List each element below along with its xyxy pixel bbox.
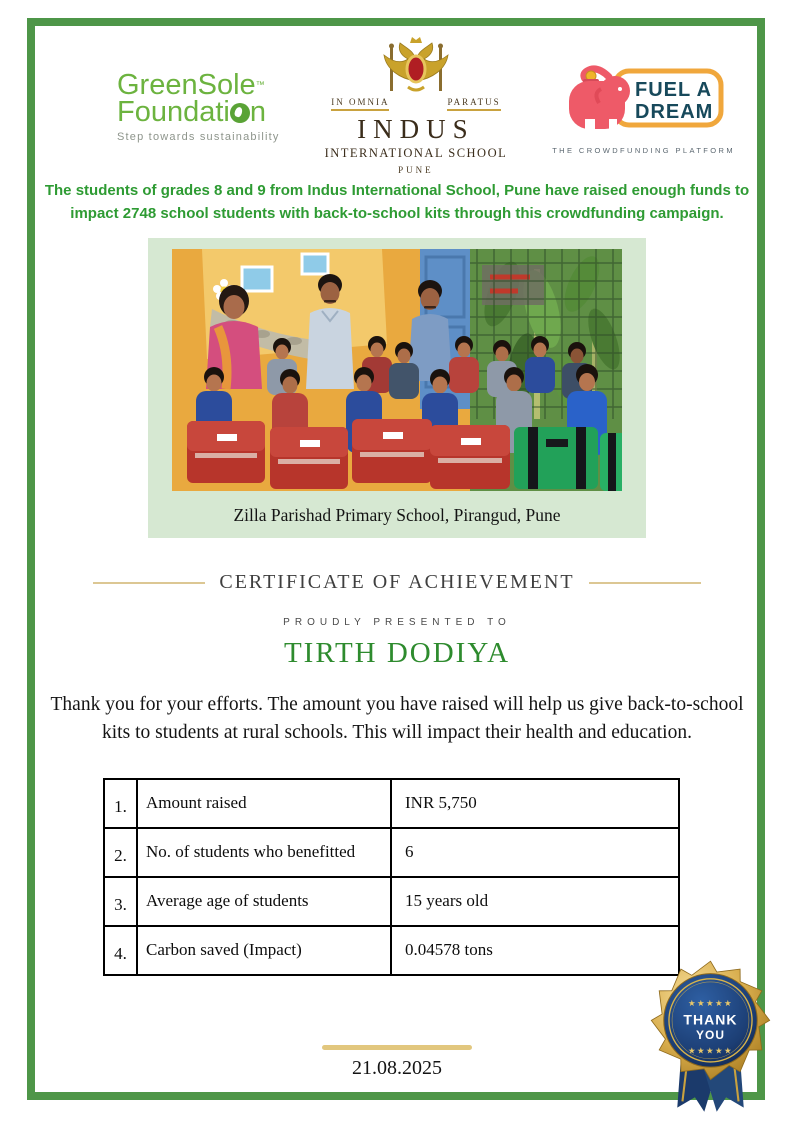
impact-table xyxy=(103,778,680,976)
fueladream-logo xyxy=(552,59,735,155)
certificate-content xyxy=(35,26,759,1080)
row-label: Amount raised xyxy=(137,779,391,828)
trademark-symbol: ™ xyxy=(255,79,265,90)
svg-text:YOU: YOU xyxy=(696,1028,725,1043)
certificate-date: 21.08.2025 xyxy=(352,1056,442,1079)
greensole-name: GreenSole™ xyxy=(117,68,265,101)
title-line-left xyxy=(93,582,205,584)
greensole-tagline: Step towards sustainability xyxy=(117,130,280,143)
indus-city: PUNE xyxy=(398,164,434,175)
table-row xyxy=(104,877,679,926)
row-label: Carbon saved (Impact) xyxy=(137,926,391,975)
svg-text:THANK: THANK xyxy=(683,1011,738,1028)
row-number: 4. xyxy=(104,926,137,975)
globe-footprint-icon xyxy=(230,103,250,123)
thank-you-badge xyxy=(648,956,773,1123)
svg-text:★★★★★: ★★★★★ xyxy=(688,1045,733,1056)
thank-you-message: Thank you for your efforts. The amount you have raised will help us give back-to-school kits to students at rural schools. This will impact their health and education. xyxy=(50,694,744,744)
row-number: 2. xyxy=(104,828,137,877)
row-value: 15 years old xyxy=(391,877,679,926)
certificate-title-row xyxy=(35,571,759,594)
table-row xyxy=(104,828,679,877)
svg-text:FUEL A: FUEL A xyxy=(635,79,713,101)
fueladream-tagline: THE CROWDFUNDING PLATFORM xyxy=(552,146,735,155)
fueladream-elephant-icon xyxy=(561,59,726,139)
photo-card xyxy=(148,238,646,538)
certificate-title: CERTIFICATE OF ACHIEVEMENT xyxy=(219,571,575,593)
photo-caption: Zilla Parishad Primary School, Pirangud, Pune xyxy=(233,505,561,525)
indus-motto-right: PARATUS xyxy=(447,97,500,111)
indus-school-logo xyxy=(325,36,508,175)
thank-you-rosette-icon xyxy=(648,956,773,1118)
presented-label: PROUDLY PRESENTED TO xyxy=(283,617,511,628)
row-value: 6 xyxy=(391,828,679,877)
indus-name: INDUS xyxy=(357,113,475,144)
school-photo-illustration xyxy=(172,249,622,491)
row-number: 3. xyxy=(104,877,137,926)
table-row xyxy=(104,926,679,975)
row-label: Average age of students xyxy=(137,877,391,926)
recipient-name: TIRTH DODIYA xyxy=(283,637,511,669)
greensole-word2: Foundati n xyxy=(117,96,266,129)
row-value: 0.04578 tons xyxy=(391,926,679,975)
intro-paragraph: The students of grades 8 and 9 from Indus International School, Pune have raised enough funds to impact 2748 school students with back-to-school kits through this crowdfunding campaign. xyxy=(44,182,750,222)
row-value: INR 5,750 xyxy=(391,779,679,828)
title-line-right xyxy=(589,582,701,584)
greensole-foundation-logo xyxy=(117,68,280,143)
indus-subtitle: INTERNATIONAL SCHOOL xyxy=(324,145,508,160)
indus-crest-icon xyxy=(370,36,462,102)
svg-text:★★★★★: ★★★★★ xyxy=(688,997,733,1008)
row-number: 1. xyxy=(104,779,137,828)
green-school-bags xyxy=(514,427,622,491)
row-label: No. of students who benefitted xyxy=(137,828,391,877)
logo-header xyxy=(35,48,759,175)
table-row xyxy=(104,779,679,828)
indus-motto-left: IN OMNIA xyxy=(331,97,389,111)
svg-text:DREAM: DREAM xyxy=(635,101,714,123)
gold-date-line xyxy=(322,1045,472,1050)
